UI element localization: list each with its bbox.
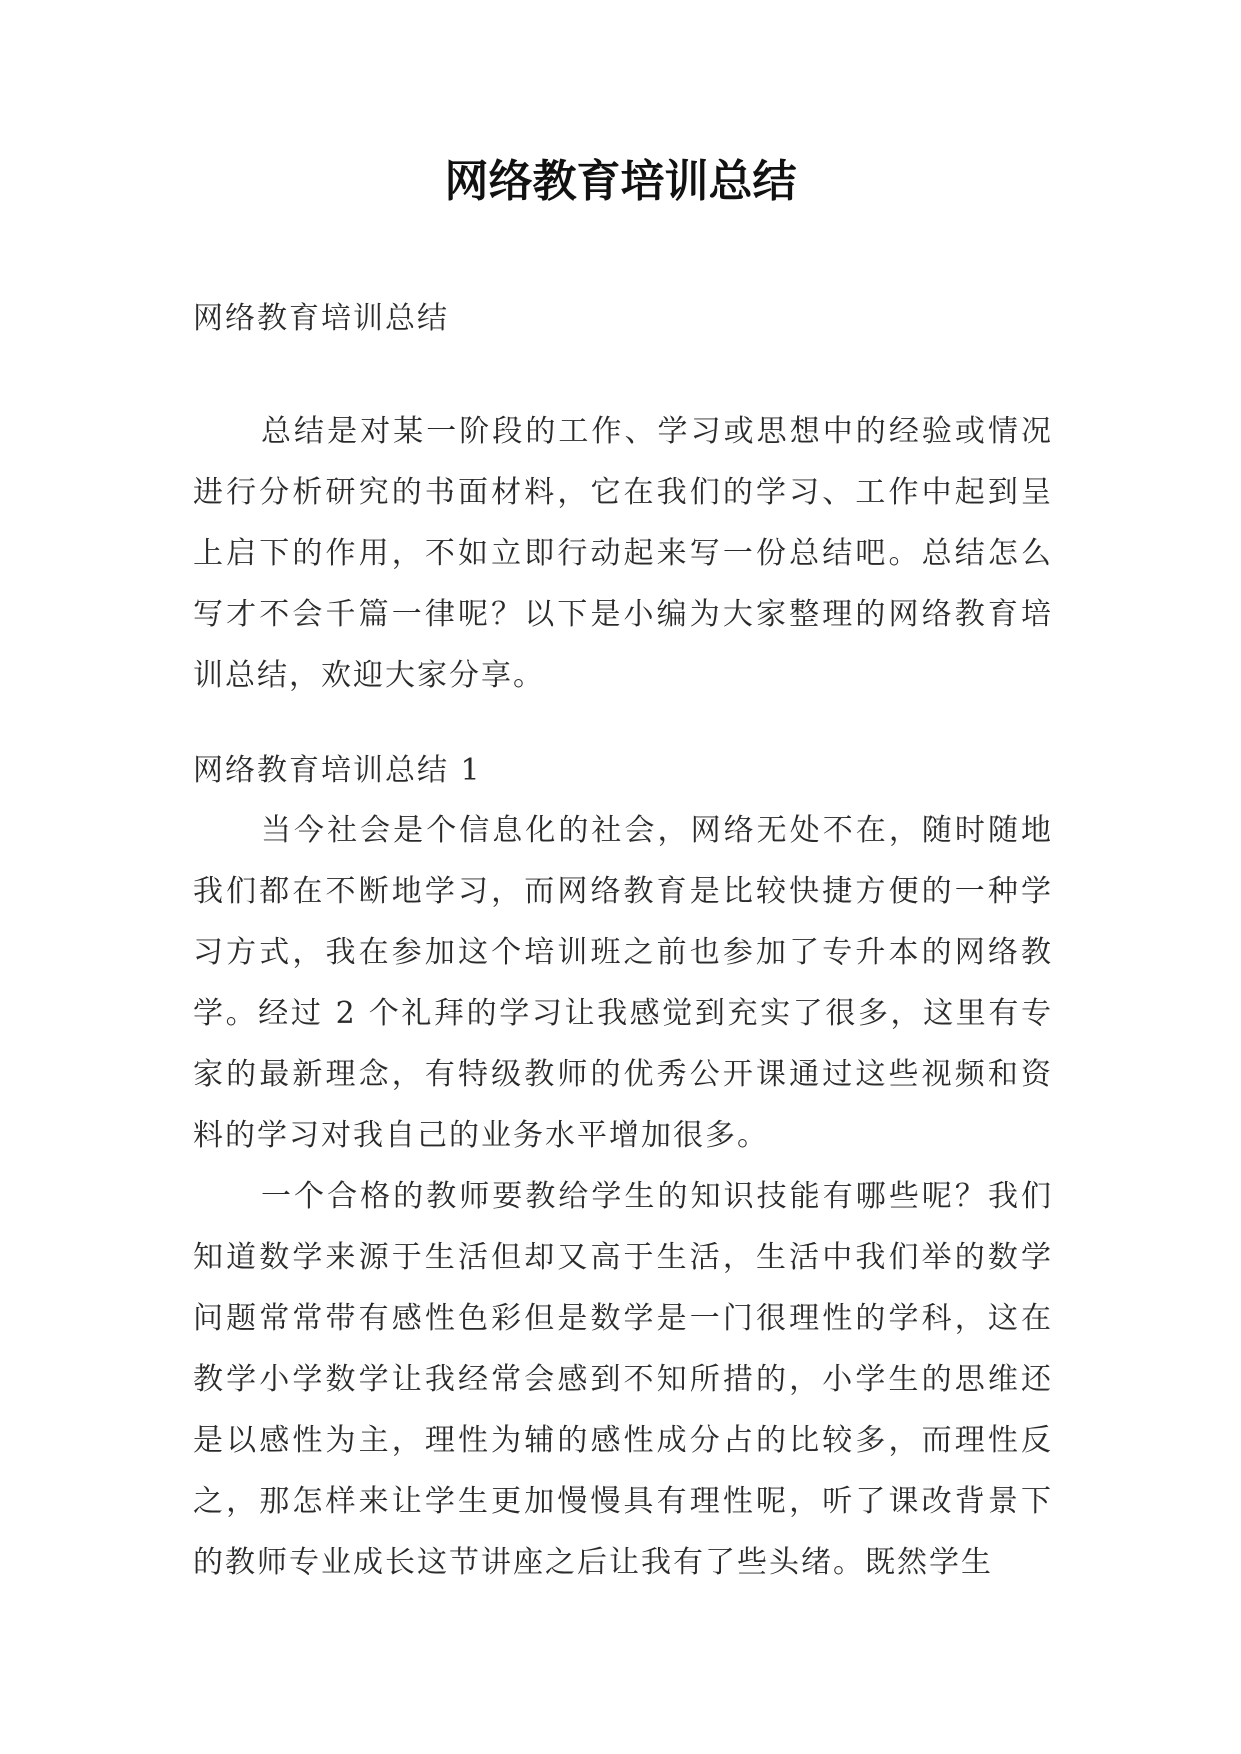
intro-paragraph: 总结是对某一阶段的工作、学习或思想中的经验或情况进行分析研究的书面材料，它在我们的学习、工作中起到呈上启下的作用，不如立即行动起来写一份总结吧。总结怎么写才不会千篇一律呢？以下是小编为大家整理的网络教育培训总结，欢迎大家分享。 (193, 414, 1053, 693)
body-paragraph-2: 一个合格的教师要教给学生的知识技能有哪些呢？我们知道数学来源于生活但却又高于生活，生活中我们举的数学问题常常带有感性色彩但是数学是一门很理性的学科，这在教学小学数学让我经常会感到不知所措的，小学生的思维还是以感性为主，理性为辅的感性成分占的比较多，而理性反之，那怎样来让学生更加慢慢具有理性呢，听了课改背景下的教师专业成长这节讲座之后让我有了些头绪。既然学生 (193, 1179, 1053, 1580)
document-subtitle: 网络教育培训总结 (193, 301, 449, 336)
document-title: 网络教育培训总结 (444, 156, 797, 207)
body-paragraph-1: 当今社会是个信息化的社会，网络无处不在，随时随地我们都在不断地学习，而网络教育是比较快捷方便的一种学习方式，我在参加这个培训班之前也参加了专升本的网络教学。经过 2 个礼拜的学习让我感觉到充实了很多，这里有专家的最新理念，有特级教师的优秀公开课通过这些视频和资料的学习对我自己的业务水平增加很多。 (193, 813, 1053, 1153)
section-heading: 网络教育培训总结 1 (193, 753, 482, 788)
